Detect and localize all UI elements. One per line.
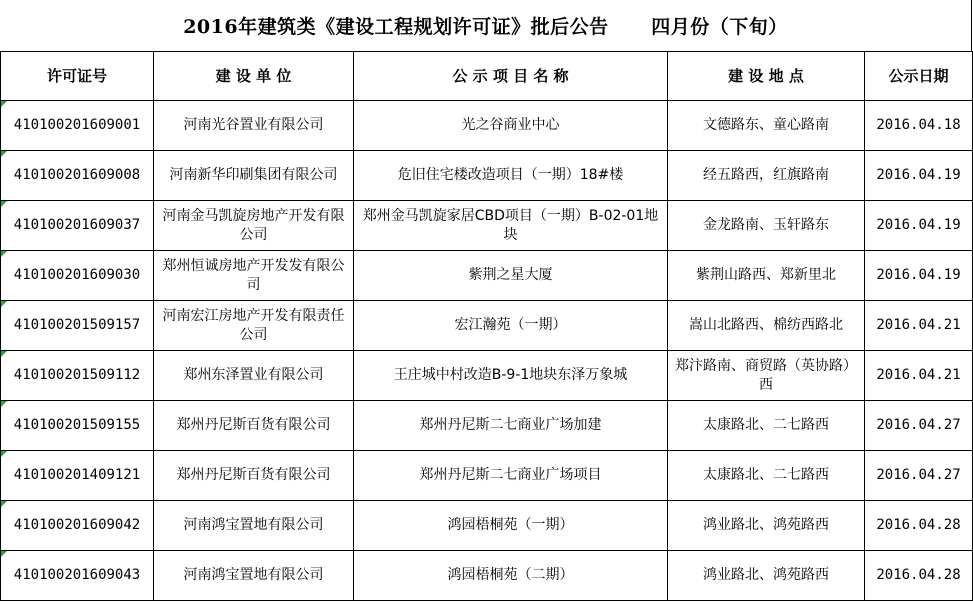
permit-number-cell[interactable]: 410100201509155 <box>1 401 154 451</box>
permit-number-cell[interactable]: 410100201509112 <box>1 351 154 401</box>
construction-unit-cell[interactable]: 郑州东泽置业有限公司 <box>154 351 354 401</box>
project-name-cell[interactable]: 宏江瀚苑（一期） <box>354 301 668 351</box>
date-cell[interactable]: 2016.04.19 <box>865 251 973 301</box>
permit-number-cell[interactable]: 410100201609008 <box>1 151 154 201</box>
construction-unit-cell[interactable]: 河南光谷置业有限公司 <box>154 101 354 151</box>
date-cell[interactable]: 2016.04.21 <box>865 351 973 401</box>
permit-number-cell[interactable]: 410100201609030 <box>1 251 154 301</box>
project-name-cell[interactable]: 鸿园梧桐苑（一期） <box>354 501 668 551</box>
header-project-name: 公 示 项 目 名 称 <box>354 52 668 101</box>
project-name-cell[interactable]: 紫荆之星大厦 <box>354 251 668 301</box>
location-cell[interactable]: 文德路东、童心路南 <box>668 101 865 151</box>
construction-unit-cell[interactable]: 河南新华印刷集团有限公司 <box>154 151 354 201</box>
date-cell[interactable]: 2016.04.28 <box>865 501 973 551</box>
table-row <box>1 501 973 551</box>
table-row <box>1 251 973 301</box>
header-location: 建 设 地 点 <box>668 52 865 101</box>
table-row <box>1 151 973 201</box>
construction-unit-cell[interactable]: 河南鸿宝置地有限公司 <box>154 501 354 551</box>
construction-unit-cell[interactable]: 河南鸿宝置地有限公司 <box>154 551 354 601</box>
location-cell[interactable]: 太康路北、二七路西 <box>668 451 865 501</box>
permit-number-cell[interactable]: 410100201609037 <box>1 201 154 251</box>
location-cell[interactable]: 经五路西，红旗路南 <box>668 151 865 201</box>
permit-number-cell[interactable]: 410100201609043 <box>1 551 154 601</box>
location-cell[interactable]: 嵩山北路西、棉纺西路北 <box>668 301 865 351</box>
permit-number-cell[interactable]: 410100201509157 <box>1 301 154 351</box>
construction-unit-cell[interactable]: 河南宏江房地产开发有限责任公司 <box>154 301 354 351</box>
table-row <box>1 551 973 601</box>
date-cell[interactable]: 2016.04.28 <box>865 551 973 601</box>
permit-table <box>0 51 973 601</box>
location-cell[interactable]: 太康路北、二七路西 <box>668 401 865 451</box>
location-cell[interactable]: 郑汴路南、商贸路（英协路）西 <box>668 351 865 401</box>
table-row <box>1 401 973 451</box>
project-name-cell[interactable]: 危旧住宅楼改造项目（一期）18#楼 <box>354 151 668 201</box>
project-name-cell[interactable]: 郑州丹尼斯二七商业广场加建 <box>354 401 668 451</box>
table-row <box>1 351 973 401</box>
date-cell[interactable]: 2016.04.27 <box>865 401 973 451</box>
location-cell[interactable]: 鸿业路北、鸿苑路西 <box>668 551 865 601</box>
permit-number-cell[interactable]: 410100201409121 <box>1 451 154 501</box>
table-row <box>1 101 973 151</box>
header-publish-date: 公示日期 <box>865 52 973 101</box>
project-name-cell[interactable]: 光之谷商业中心 <box>354 101 668 151</box>
construction-unit-cell[interactable]: 郑州丹尼斯百货有限公司 <box>154 451 354 501</box>
construction-unit-cell[interactable]: 河南金马凯旋房地产开发有限公司 <box>154 201 354 251</box>
table-row <box>1 451 973 501</box>
header-construction-unit: 建 设 单 位 <box>154 52 354 101</box>
table-row <box>1 201 973 251</box>
construction-unit-cell[interactable]: 郑州丹尼斯百货有限公司 <box>154 401 354 451</box>
location-cell[interactable]: 金龙路南、玉轩路东 <box>668 201 865 251</box>
date-cell[interactable]: 2016.04.19 <box>865 201 973 251</box>
header-row <box>1 52 973 101</box>
date-cell[interactable]: 2016.04.27 <box>865 451 973 501</box>
project-name-cell[interactable]: 王庄城中村改造B-9-1地块东泽万象城 <box>354 351 668 401</box>
construction-unit-cell[interactable]: 郑州恒诚房地产开发发有限公司 <box>154 251 354 301</box>
project-name-cell[interactable]: 郑州金马凯旋家居CBD项目（一期）B-02-01地块 <box>354 201 668 251</box>
location-cell[interactable]: 紫荆山路西、郑新里北 <box>668 251 865 301</box>
date-cell[interactable]: 2016.04.18 <box>865 101 973 151</box>
table-row <box>1 301 973 351</box>
header-permit-number: 许可证号 <box>1 52 154 101</box>
location-cell[interactable]: 鸿业路北、鸿苑路西 <box>668 501 865 551</box>
permit-number-cell[interactable]: 410100201609042 <box>1 501 154 551</box>
page-title: 2016年建筑类《建设工程规划许可证》批后公告 四月份（下旬） <box>0 0 972 51</box>
date-cell[interactable]: 2016.04.21 <box>865 301 973 351</box>
project-name-cell[interactable]: 鸿园梧桐苑（二期） <box>354 551 668 601</box>
project-name-cell[interactable]: 郑州丹尼斯二七商业广场项目 <box>354 451 668 501</box>
permit-number-cell[interactable]: 410100201609001 <box>1 101 154 151</box>
date-cell[interactable]: 2016.04.19 <box>865 151 973 201</box>
